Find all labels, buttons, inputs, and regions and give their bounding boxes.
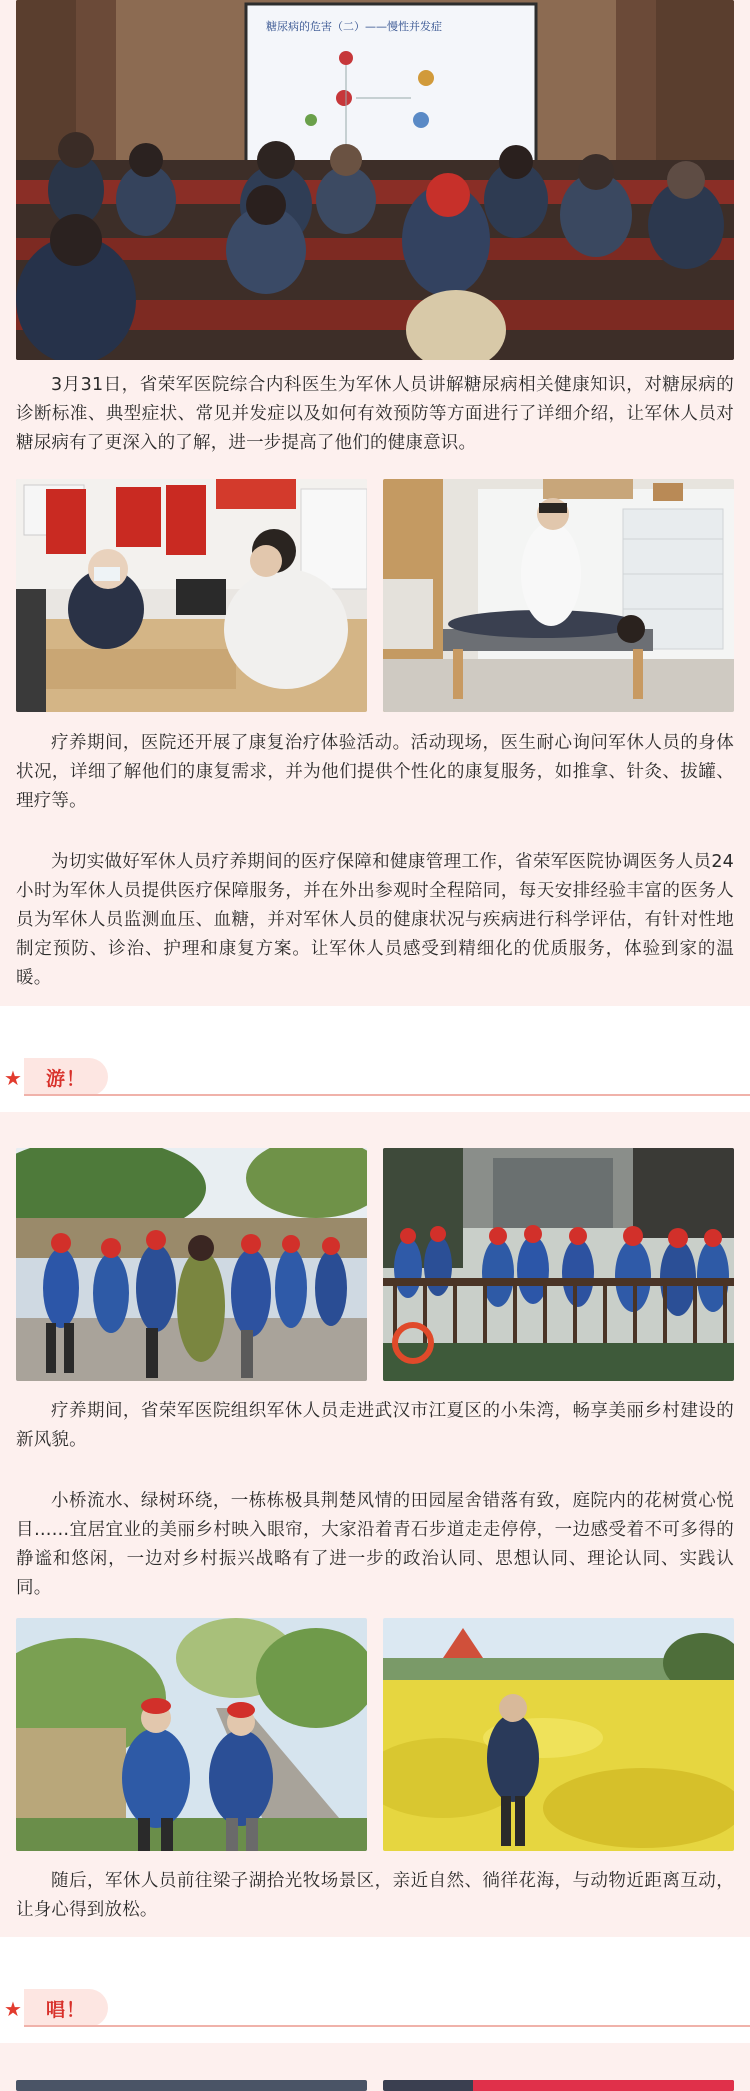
paragraph-4: 疗养期间，省荣军医院组织军休人员走进武汉市江夏区的小朱湾，畅享美丽乡村建设的新风貌。: [16, 1401, 734, 1450]
photo-group-walk: [16, 1148, 367, 1381]
star-icon: ★: [4, 1066, 22, 1090]
section-title: 游！: [46, 1067, 87, 1090]
star-icon: ★: [4, 1997, 22, 2021]
photo-singing-left: [16, 2080, 367, 2091]
section-pill: [24, 1058, 108, 1096]
section-pill: [24, 1989, 108, 2027]
paragraph-5: 小桥流水、绿树环绕，一栋栋极具荆楚风情的田园屋舍错落有致，庭院内的花树赏心悦目……宜居宜业的美丽乡村映入眼帘，大家沿着青石步道走走停停，一边感受着不可多得的静谧和悠闲，一边对乡村振兴战略有了进一步的政治认同、思想认同、理论认同、实践认同。: [16, 1491, 734, 1598]
paragraph-6: 随后，军休人员前往梁子湖拾光牧场景区，亲近自然、徜徉花海，与动物近距离互动，让身心得到放松。: [16, 1871, 734, 1920]
section-header-sing: [0, 1989, 750, 2035]
paragraph-2: 疗养期间，医院还开展了康复治疗体验活动。活动现场，医生耐心询问军休人员的身体状况，详细了解他们的康复需求，并为他们提供个性化的康复服务，如推拿、针灸、拔罐、理疗等。: [16, 733, 734, 811]
photo-consultation: [16, 479, 367, 712]
photo-lecture-hall: [16, 0, 734, 360]
paragraph-1: 3月31日，省荣军医院综合内科医生为军休人员讲解糖尿病相关健康知识，对糖尿病的诊断标准、典型症状、常见并发症以及如何有效预防等方面进行了详细介绍，让军休人员对糖尿病有了更深入的了解，进一步提高了他们的健康意识。: [16, 375, 734, 453]
section-divider: [24, 1094, 750, 1096]
photo-path-walk: [16, 1618, 367, 1851]
photo-singing-right: [383, 2080, 734, 2091]
section-header-travel: [0, 1058, 750, 1104]
paragraph-3: 为切实做好军休人员疗养期间的医疗保障和健康管理工作，省荣军医院协调医务人员24小时为军休人员提供医疗保障服务，并在外出参观时全程陪同，每天安排经验丰富的医务人员为军休人员监测血压、血糖，并对军休人员的健康状况与疾病进行科学评估，有针对性地制定预防、诊治、护理和康复方案。让军休人员感受到精细化的优质服务，体验到家的温暖。: [16, 852, 734, 988]
section-divider: [24, 2025, 750, 2027]
photo-flower-field: [383, 1618, 734, 1851]
slide-title: 糖尿病的危害（二）——慢性并发症: [266, 20, 442, 33]
section-title: 唱！: [46, 1998, 87, 2021]
photo-boardwalk: [383, 1148, 734, 1381]
photo-massage-therapy: [383, 479, 734, 712]
